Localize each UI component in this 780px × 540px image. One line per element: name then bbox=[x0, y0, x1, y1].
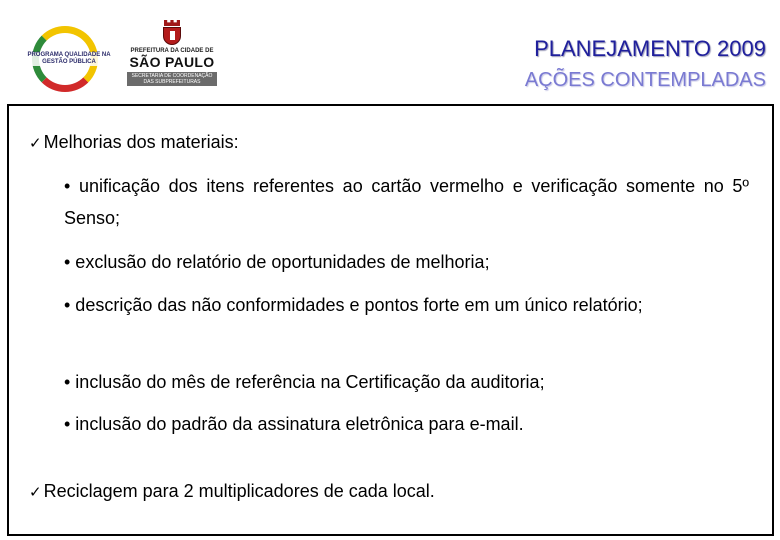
bullet-item: • inclusão do mês de referência na Certificação da auditoria; bbox=[64, 372, 545, 392]
check-icon: ✓ bbox=[29, 134, 42, 152]
program-seal-logo bbox=[26, 22, 112, 98]
content-box bbox=[7, 104, 774, 536]
bullet-item: • descrição das não conformidades e pontos forte em um único relatório; bbox=[64, 295, 643, 315]
checklist-item-label: Reciclagem para 2 multiplicadores de cada local. bbox=[43, 481, 435, 501]
page-title: PLANEJAMENTO 2009 bbox=[534, 36, 766, 61]
bullet-item: • unificação dos itens referentes ao cartão vermelho e verificação somente no 5º Senso; bbox=[64, 176, 749, 228]
program-seal-text: PROGRAMA QUALIDADE NA GESTÃO PÚBLICA bbox=[27, 52, 111, 65]
bullet-item: • exclusão do relatório de oportunidades de melhoria; bbox=[64, 252, 490, 272]
city-line-1: PREFEITURA DA CIDADE DE bbox=[130, 48, 214, 54]
city-line-3: SECRETARIA DE COORDENAÇÃO DAS SUBPREFEITURAS bbox=[127, 72, 217, 86]
city-logo bbox=[120, 20, 224, 100]
city-line-2: SÃO PAULO bbox=[129, 54, 215, 70]
bullet-item: • inclusão do padrão da assinatura eletrônica para e-mail. bbox=[64, 414, 524, 434]
checklist-item-label: Melhorias dos materiais: bbox=[43, 132, 239, 152]
checklist-item-materials bbox=[29, 132, 239, 153]
check-icon: ✓ bbox=[29, 483, 42, 501]
city-crest-icon bbox=[161, 20, 183, 46]
page-subtitle: AÇÕES CONTEMPLADAS bbox=[524, 69, 766, 91]
header-logos bbox=[8, 8, 226, 100]
checklist-item-training bbox=[29, 481, 435, 502]
